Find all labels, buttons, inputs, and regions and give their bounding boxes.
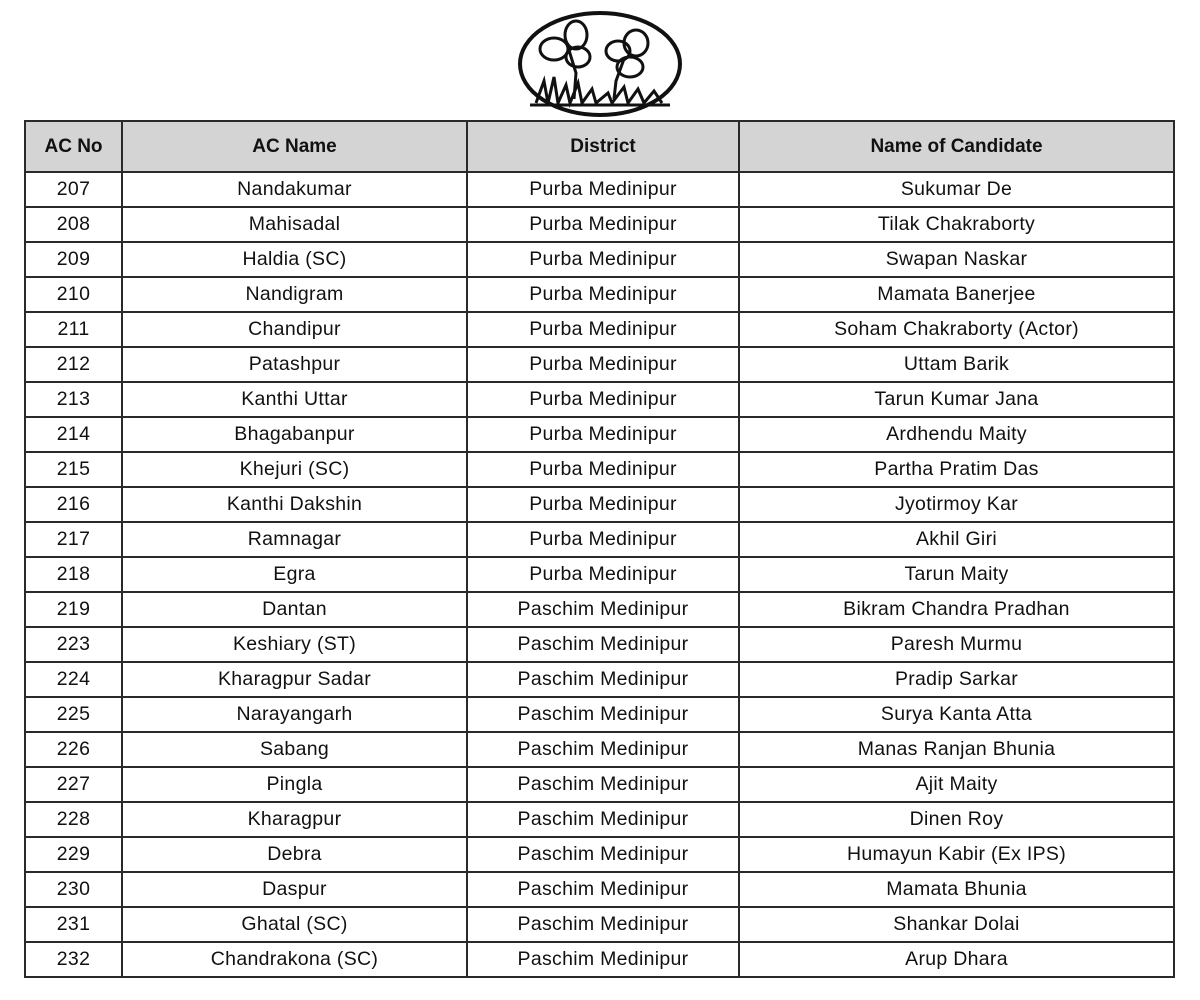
district-cell: Paschim Medinipur [467,872,739,907]
ac-no-cell: 216 [25,487,122,522]
ac-no-cell: 213 [25,382,122,417]
district-cell: Purba Medinipur [467,207,739,242]
district-cell: Purba Medinipur [467,277,739,312]
ac-no-cell: 225 [25,697,122,732]
table-row [25,347,1174,382]
district-cell: Paschim Medinipur [467,627,739,662]
table-row [25,207,1174,242]
table-row [25,942,1174,977]
candidate-cell: Jyotirmoy Kar [739,487,1174,522]
ac-name-cell: Narayangarh [122,697,467,732]
ac-name-cell: Bhagabanpur [122,417,467,452]
candidate-cell: Surya Kanta Atta [739,697,1174,732]
header-ac-no: AC No [25,121,122,172]
table-row [25,417,1174,452]
ac-name-cell: Kanthi Dakshin [122,487,467,522]
table-row [25,277,1174,312]
table-header-row [25,121,1174,172]
ac-no-cell: 228 [25,802,122,837]
candidate-cell: Arup Dhara [739,942,1174,977]
ac-name-cell: Keshiary (ST) [122,627,467,662]
ac-name-cell: Pingla [122,767,467,802]
ac-no-cell: 230 [25,872,122,907]
district-cell: Purba Medinipur [467,312,739,347]
district-cell: Paschim Medinipur [467,837,739,872]
candidate-cell: Pradip Sarkar [739,662,1174,697]
ac-no-cell: 219 [25,592,122,627]
candidate-cell: Partha Pratim Das [739,452,1174,487]
candidate-cell: Mamata Banerjee [739,277,1174,312]
header-candidate: Name of Candidate [739,121,1174,172]
ac-no-cell: 224 [25,662,122,697]
district-cell: Purba Medinipur [467,172,739,207]
ac-name-cell: Nandakumar [122,172,467,207]
ac-name-cell: Chandipur [122,312,467,347]
candidate-cell: Bikram Chandra Pradhan [739,592,1174,627]
ac-name-cell: Khejuri (SC) [122,452,467,487]
ac-no-cell: 218 [25,557,122,592]
ac-no-cell: 210 [25,277,122,312]
table-row [25,662,1174,697]
ac-name-cell: Patashpur [122,347,467,382]
table-row [25,487,1174,522]
district-cell: Purba Medinipur [467,347,739,382]
ac-name-cell: Kharagpur Sadar [122,662,467,697]
candidate-cell: Sukumar De [739,172,1174,207]
table-row [25,592,1174,627]
party-logo [516,11,684,117]
candidate-cell: Akhil Giri [739,522,1174,557]
table-row [25,837,1174,872]
district-cell: Purba Medinipur [467,242,739,277]
district-cell: Paschim Medinipur [467,907,739,942]
ac-name-cell: Mahisadal [122,207,467,242]
district-cell: Paschim Medinipur [467,732,739,767]
district-cell: Purba Medinipur [467,557,739,592]
ac-name-cell: Dantan [122,592,467,627]
ac-no-cell: 214 [25,417,122,452]
table-row [25,557,1174,592]
candidate-cell: Manas Ranjan Bhunia [739,732,1174,767]
candidate-cell: Tarun Kumar Jana [739,382,1174,417]
table-row [25,872,1174,907]
candidate-table [24,120,1175,978]
table-row [25,312,1174,347]
candidate-cell: Swapan Naskar [739,242,1174,277]
candidate-cell: Ardhendu Maity [739,417,1174,452]
ac-name-cell: Sabang [122,732,467,767]
ac-name-cell: Chandrakona (SC) [122,942,467,977]
district-cell: Paschim Medinipur [467,662,739,697]
ac-no-cell: 215 [25,452,122,487]
candidate-cell: Soham Chakraborty (Actor) [739,312,1174,347]
table-row [25,767,1174,802]
candidate-cell: Paresh Murmu [739,627,1174,662]
table-row [25,522,1174,557]
district-cell: Paschim Medinipur [467,697,739,732]
district-cell: Purba Medinipur [467,522,739,557]
ac-no-cell: 209 [25,242,122,277]
ac-name-cell: Ramnagar [122,522,467,557]
district-cell: Paschim Medinipur [467,592,739,627]
district-cell: Paschim Medinipur [467,802,739,837]
ac-name-cell: Debra [122,837,467,872]
table-row [25,172,1174,207]
ac-name-cell: Egra [122,557,467,592]
district-cell: Purba Medinipur [467,452,739,487]
ac-name-cell: Kharagpur [122,802,467,837]
ac-no-cell: 227 [25,767,122,802]
table-row [25,907,1174,942]
ac-no-cell: 232 [25,942,122,977]
table-row [25,732,1174,767]
ac-no-cell: 207 [25,172,122,207]
district-cell: Paschim Medinipur [467,942,739,977]
table-row [25,802,1174,837]
ac-name-cell: Ghatal (SC) [122,907,467,942]
ac-no-cell: 223 [25,627,122,662]
ac-no-cell: 231 [25,907,122,942]
header-district: District [467,121,739,172]
candidate-cell: Uttam Barik [739,347,1174,382]
candidate-cell: Shankar Dolai [739,907,1174,942]
candidate-cell: Mamata Bhunia [739,872,1174,907]
candidate-cell: Humayun Kabir (Ex IPS) [739,837,1174,872]
ac-name-cell: Nandigram [122,277,467,312]
candidate-cell: Ajit Maity [739,767,1174,802]
ac-name-cell: Kanthi Uttar [122,382,467,417]
ac-no-cell: 208 [25,207,122,242]
table-row [25,627,1174,662]
ac-name-cell: Daspur [122,872,467,907]
table-row [25,452,1174,487]
district-cell: Paschim Medinipur [467,767,739,802]
ac-no-cell: 226 [25,732,122,767]
ac-name-cell: Haldia (SC) [122,242,467,277]
table-row [25,382,1174,417]
ac-no-cell: 212 [25,347,122,382]
ac-no-cell: 217 [25,522,122,557]
candidate-cell: Dinen Roy [739,802,1174,837]
table-row [25,242,1174,277]
ac-no-cell: 211 [25,312,122,347]
district-cell: Purba Medinipur [467,487,739,522]
header-ac-name: AC Name [122,121,467,172]
table-row [25,697,1174,732]
district-cell: Purba Medinipur [467,417,739,452]
district-cell: Purba Medinipur [467,382,739,417]
candidate-cell: Tarun Maity [739,557,1174,592]
ac-no-cell: 229 [25,837,122,872]
candidate-cell: Tilak Chakraborty [739,207,1174,242]
